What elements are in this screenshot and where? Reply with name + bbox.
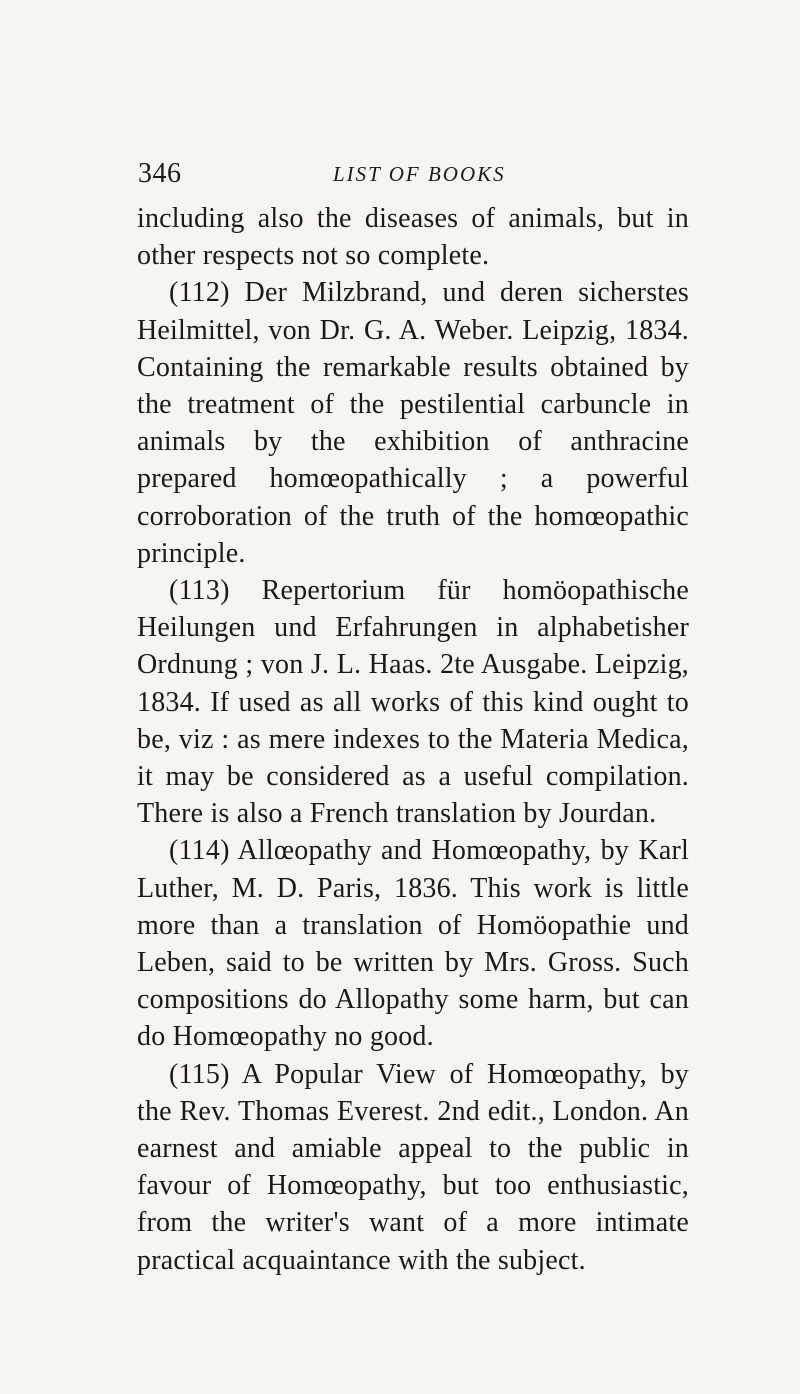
entry-112: (112) Der Milzbrand, und deren sicherstes Heilmittel, von Dr. G. A. Weber. Leipzig, 1834. Containing the remarkable results obtained by the treatment of the pestilential carbuncle in animals by the exhibition of anthracine prepared homœopathically ; a powerful corroboration of the truth of the homœopathic principle. (137, 277, 689, 569)
running-title: LIST OF BOOKS (333, 162, 506, 186)
paragraph-continuation: including also the diseases of animals, but in other respects not so complete. (137, 203, 689, 272)
entry-114: (114) Allœopathy and Homœopathy, by Karl Luther, M. D. Paris, 1836. This work is little more than a translation of Homöopathie und Leben, said to be written by Mrs. Gross. Such compositions do Allopathy some harm, but can do Homœopathy no good. (137, 835, 689, 1053)
page-number: 346 (138, 158, 182, 189)
entry-113: (113) Repertorium für homöopathische Heilungen und Erfahrungen in alphabetisher Ordnung ; von J. L. Haas. 2te Ausgabe. Leipzig, 1834. If used as all works of this kind ought to be, viz : as mere indexes to the Materia Medica, it may be considered as a useful compilation. There is also a French translation by Jourdan. (137, 575, 689, 830)
running-head (138, 158, 698, 194)
entry-115: (115) A Popular View of Homœopathy, by the Rev. Thomas Everest. 2nd edit., London. An earnest and amiable appeal to the public in favour of Homœopathy, but too enthusiastic, from the writer's want of a more intimate practical acquaintance with the subject. (137, 1058, 689, 1276)
body-text (137, 200, 689, 1279)
